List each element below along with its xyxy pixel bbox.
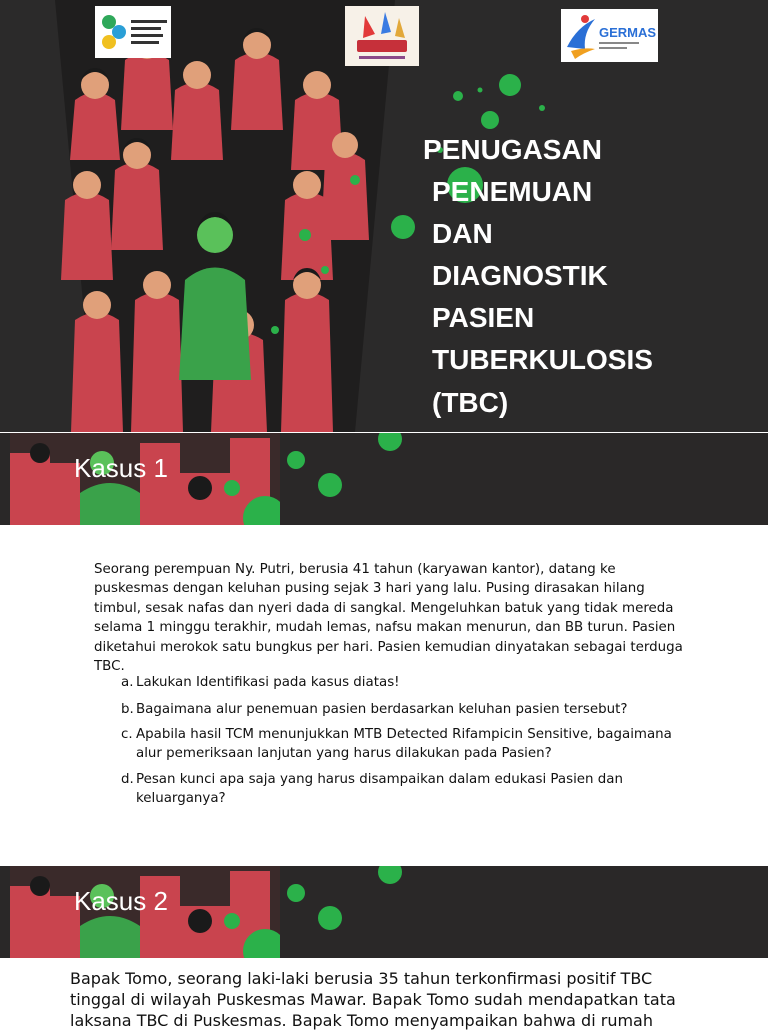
question-text: Pesan kunci apa saja yang harus disampaikan dalam edukasi Pasien dan keluarganya?	[136, 772, 623, 807]
svg-text:GERMAS: GERMAS	[599, 25, 657, 40]
question-item-d	[94, 770, 684, 810]
cover-slide	[0, 0, 768, 432]
case1-heading: Kasus 1	[74, 453, 168, 483]
title-line-2: PENEMUAN	[432, 176, 593, 207]
question-item-c	[94, 725, 684, 765]
germ-band-icon	[280, 433, 410, 525]
germ-band-icon	[280, 866, 410, 958]
question-text: Bagaimana alur penemuan pasien berdasarkan keluhan pasien tersebut?	[136, 702, 628, 717]
case2-description: Bapak Tomo, seorang laki-laki berusia 35 tahun terkonfirmasi positif TBC tinggal di wilayah Puskesmas Mawar. Bapak Tomo sudah mendapatkan tata laksana TBC di Puskesmas. Bapak Tomo menyampaikan bahwa di rumah	[70, 969, 676, 1030]
question-letter: b.	[121, 702, 134, 717]
kemenkes-emblem-icon	[95, 6, 171, 58]
germas-emblem-icon	[561, 9, 658, 62]
case2-heading: Kasus 2	[74, 886, 168, 916]
case1-description: Seorang perempuan Ny. Putri, berusia 41 tahun (karyawan kantor), datang ke puskesmas dengan keluhan pusing sejak 3 hari yang lalu. Pusing dirasakan hilang timbul, sesak nafas dan nyeri dada di sangkal. Mengeluhkan batuk yang tidak mereda selama 1 minggu terakhir, mudah lemas, nafsu makan menurun, dan BB turun. Pasien diketahui merokok satu bungkus per hari. Pasien kemudian dinyatakan sebagai terduga TBC.	[94, 562, 683, 675]
title-line-4: DIAGNOSTIK	[432, 260, 608, 291]
question-item-b	[94, 700, 684, 720]
title-line-3: DAN	[432, 218, 493, 249]
title-line-5: PASIEN	[432, 302, 535, 333]
question-text: Apabila hasil TCM menunjukkan MTB Detected Rifampicin Sensitive, bagaimana alur pemeriksaan lanjutan yang harus dilakukan pada Pasien?	[136, 727, 672, 762]
question-item-a	[94, 673, 684, 693]
toss-tbc-logo	[345, 6, 419, 66]
case1-header-band	[0, 433, 768, 525]
title-line-1: PENUGASAN	[423, 134, 602, 165]
title-line-6: TUBERKULOSIS	[432, 344, 653, 375]
question-text: Lakukan Identifikasi pada kasus diatas!	[136, 675, 400, 690]
question-letter: a.	[121, 675, 134, 690]
germas-logo	[561, 9, 658, 62]
question-letter: c.	[121, 727, 133, 742]
kemenkes-logo	[95, 6, 171, 58]
case2-header-band	[0, 866, 768, 958]
toss-tbc-emblem-icon	[345, 6, 419, 66]
question-letter: d.	[121, 772, 134, 787]
crowd-illustration	[55, 0, 395, 432]
title-line-7: (TBC)	[432, 387, 509, 418]
